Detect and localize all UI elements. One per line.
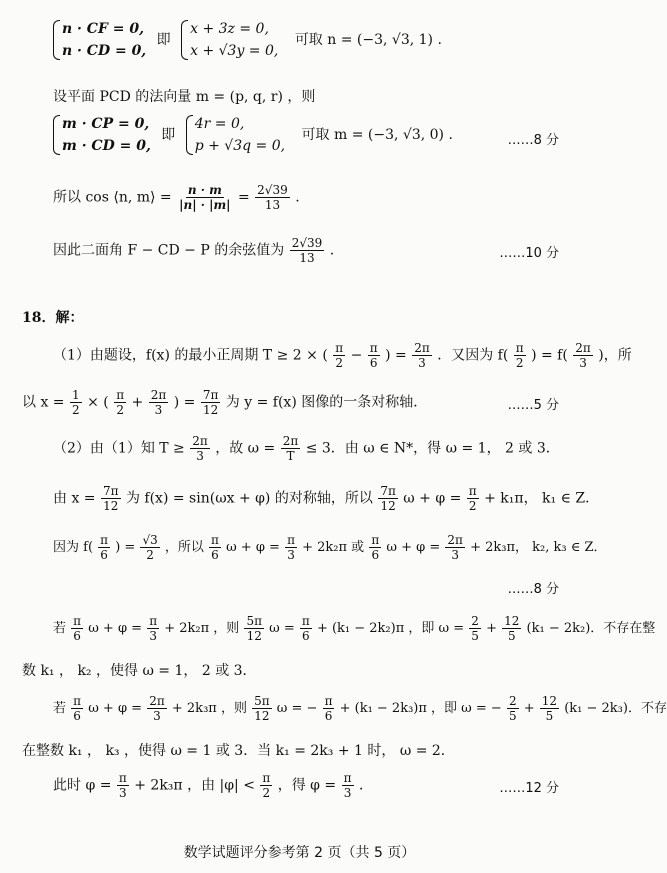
fraction: $\frac{2\pi}{3}$ [414, 341, 430, 370]
score-mark: ……8 分 [507, 582, 559, 597]
fraction: $\frac{\pi}{6}$ [371, 533, 380, 562]
fraction: $\frac{\pi}{6}$ [73, 614, 82, 643]
fraction: $\frac{\pi}{2}$ [468, 484, 477, 513]
fraction: $\frac{\pi}{2}$ [515, 341, 524, 370]
fraction: $\frac{√3}{2}$ [142, 533, 158, 562]
fraction: $\frac{2\pi}{T}$ [282, 434, 299, 463]
fraction: $\frac{\pi}{3}$ [343, 771, 352, 800]
system-xyz: x + 3z = 0, x + √3y = 0, [181, 18, 278, 62]
score-mark: ……8 分 [507, 133, 559, 148]
fraction: $\frac{2√39}{13}$ [257, 183, 288, 212]
page-footer: 数学试题评分参考第 2 页（共 5 页） [183, 845, 416, 861]
fraction: $\frac{2√39}{13}$ [291, 236, 323, 265]
fraction: $\frac{\pi}{6}$ [211, 533, 219, 562]
system-m-dot: m · CP = 0, m · CD = 0, [53, 113, 151, 157]
fraction: $\frac{\pi}{6}$ [369, 341, 378, 370]
fraction: $\frac{\pi}{3}$ [118, 771, 127, 800]
fraction: $\frac{2\pi}{3}$ [150, 388, 167, 417]
fraction: $\frac{\pi}{3}$ [149, 614, 158, 643]
fraction: $\frac{2\pi}{3}$ [192, 434, 208, 463]
fraction: $\frac{\pi}{6}$ [73, 694, 82, 723]
fraction: $\frac{\pi}{6}$ [100, 533, 109, 562]
fraction: $\frac{2\pi}{3}$ [149, 694, 165, 723]
fraction: $\frac{5\pi}{12}$ [254, 694, 270, 723]
fraction: $\frac{12}{5}$ [504, 614, 520, 643]
fraction: $\frac{\pi}{6}$ [324, 694, 333, 723]
fraction: $\frac{7\pi}{12}$ [102, 484, 119, 513]
fraction: $\frac{2\pi}{3}$ [575, 341, 591, 370]
fraction: $\frac{7\pi}{12}$ [380, 484, 396, 513]
fraction: $\frac{\pi}{2}$ [335, 341, 344, 370]
score-mark: ……10 分 [499, 246, 559, 261]
fraction: $\frac{\pi}{6}$ [301, 614, 310, 643]
system-n-dot: n · CF = 0, n · CD = 0, [53, 18, 146, 62]
fraction: $\frac{1}{2}$ [71, 388, 80, 417]
fraction: $\frac{\pi}{2}$ [262, 771, 271, 800]
fraction: $\frac{2\pi}{3}$ [447, 533, 463, 562]
fraction: $\frac{n \cdot m}{|n| \cdot |m|}$ [179, 183, 231, 212]
fraction: $\frac{2}{5}$ [471, 614, 479, 643]
fraction: $\frac{5\pi}{12}$ [246, 614, 262, 643]
fraction: $\frac{\pi}{2}$ [116, 388, 125, 417]
score-mark: ……5 分 [507, 398, 559, 413]
system-pqr: 4r = 0, p + √3q = 0, [186, 113, 285, 157]
fraction: $\frac{12}{5}$ [541, 694, 558, 723]
score-mark: ……12 分 [499, 781, 559, 796]
fraction: $\frac{7\pi}{12}$ [202, 388, 219, 417]
fraction: $\frac{2}{5}$ [508, 694, 517, 723]
fraction: $\frac{\pi}{3}$ [287, 533, 295, 562]
